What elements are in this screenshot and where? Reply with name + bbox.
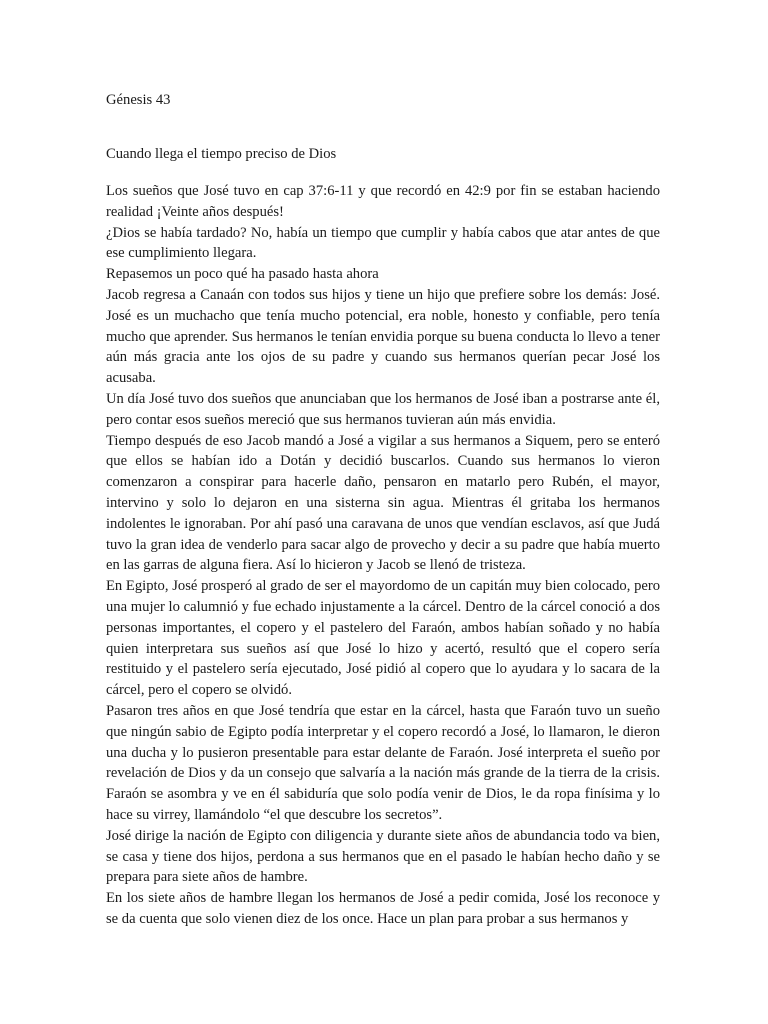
paragraph: ¿Dios se había tardado? No, había un tiempo que cumplir y había cabos que atar antes de que ese cumplimiento llegara. [106,224,660,262]
paragraph: Pasaron tres años en que José tendría que estar en la cárcel, hasta que Faraón tuvo un sueño que ningún sabio de Egipto podía interpretar y el copero recordó a José, lo llamaron, le dieron una ducha y lo pusieron presentable para estar delante de Faraón. José interpreta el sueño por revelación de Dios y da un consejo que salvaría a la nación más grande de la tierra de la crisis. Faraón se asombra y ve en él sabiduría que solo podía venir de Dios, le da ropa finísima y lo hace su virrey, llamándolo “el que descubre los secretos”. [106,702,660,823]
document-title: Génesis 43 [106,92,171,108]
paragraph: Jacob regresa a Canaán con todos sus hijos y tiene un hijo que prefiere sobre los demás: José. José es un muchacho que tenía mucho potencial, era noble, honesto y confiable, pero tenía mucho que aprender. Sus hermanos le tenían envidia porque su buena conducta lo llevo a tener aún más gracia ante los ojos de su padre y cuando sus hermanos querían pecar José los acusaba. [106,286,660,387]
paragraph: José dirige la nación de Egipto con diligencia y durante siete años de abundancia todo va bien, se casa y tiene dos hijos, perdona a sus hermanos que en el pasado le habían hecho daño y se prepara para siete años de hambre. [106,827,660,886]
document-body [106,181,660,941]
paragraph: Un día José tuvo dos sueños que anunciaban que los hermanos de José iban a postrarse ante él, pero contar esos sueños mereció que sus hermanos tuvieran aún más envidia. [106,390,660,428]
paragraph: Tiempo después de eso Jacob mandó a José a vigilar a sus hermanos a Siquem, pero se enteró que ellos se habían ido a Dotán y decidió buscarlos. Cuando sus hermanos lo vieron comenzaron a conspirar para hacerle daño, pensaron en matarlo pero Rubén, el mayor, intervino y solo lo dejaron en una sisterna sin agua. Mientras él gritaba los hermanos indolentes le ignoraban. Por ahí pasó una caravana de unos que vendían esclavos, así que Judá tuvo la gran idea de venderlo para sacar algo de provecho y decir a su padre que había muerto en las garras de alguna fiera. Así lo hicieron y Jacob se llenó de tristeza. [106,432,660,574]
document-subtitle: Cuando llega el tiempo preciso de Dios [106,146,337,162]
paragraph: Los sueños que José tuvo en cap 37:6-11 y que recordó en 42:9 por fin se estaban haciendo realidad ¡Veinte años después! [106,183,660,220]
paragraph: En los siete años de hambre llegan los hermanos de José a pedir comida, José los reconoce y se da cuenta que solo vienen diez de los once. Hace un plan para probar a sus hermanos y [106,890,660,927]
paragraph: En Egipto, José prosperó al grado de ser el mayordomo de un capitán muy bien colocado, pero una mujer lo calumnió y fue echado injustamente a la cárcel. Dentro de la cárcel conoció a dos personas importantes, el copero y el pastelero del Faraón, ambos habían soñado y no había quien interpretara sus sueños así que José lo hizo y acertó, resultó que el copero sería restituido y el pastelero sería ejecutado, José pidió al copero que lo ayudara y lo sacara de la cárcel, pero el copero se olvidó. [106,578,660,699]
paragraph: Repasemos un poco qué ha pasado hasta ahora [106,266,379,283]
